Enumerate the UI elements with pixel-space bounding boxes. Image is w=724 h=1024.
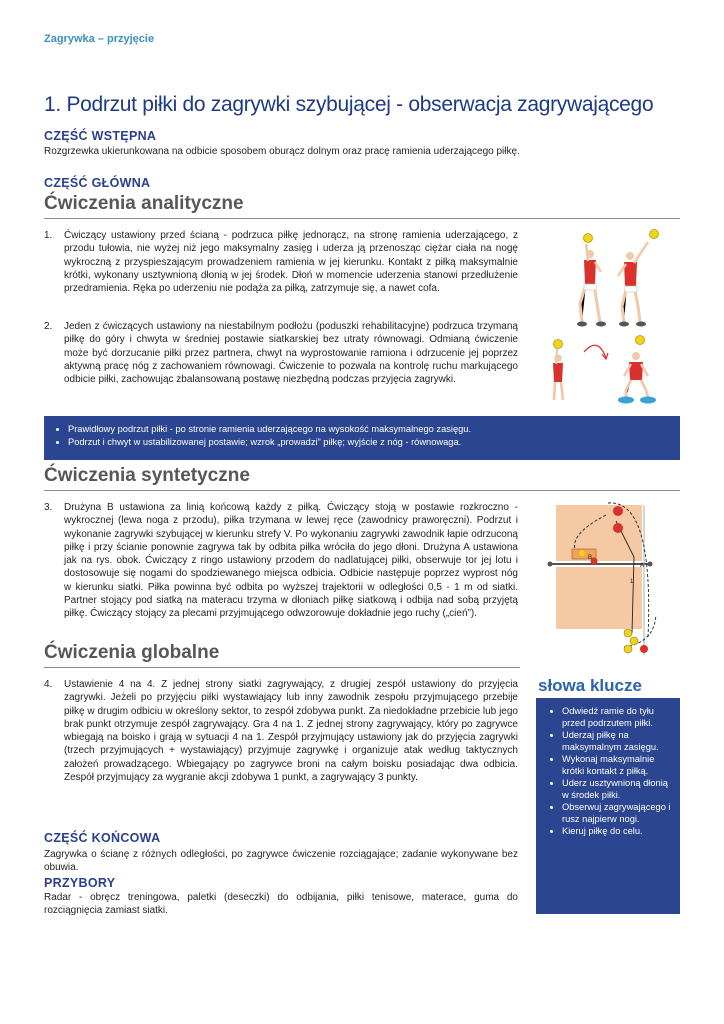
- running-head: Zagrywka – przyjęcie: [44, 33, 155, 45]
- tip-item: • Prawidłowy podrzut piłki - po stronie ramienia uderzającego na wysokość maksymalnego zasięgu.: [68, 423, 680, 436]
- court-half-a: [556, 567, 642, 629]
- equipment-text: Radar - obręcz treningowa, paletki (deseczki) do odbijania, piłki tenisowe, materace, guma do rozciągnięcia zamiast siatki.: [44, 892, 518, 917]
- exercise-number: 1.: [44, 230, 53, 241]
- balance-illustration: [544, 334, 668, 404]
- exercise-number: 2.: [44, 321, 53, 332]
- exercise-text: Jeden z ćwiczących ustawiony na niestabilnym podłożu (poduszki rehabilitacyjne) podrzuca trzymaną piłkę do góry i chwyta w średniej postawie siatkarskiej bez utraty równowagi. Odmianą ćwiczenie może być dorzucanie piłki przez partnera, chwyt na wyprostowanie ramiona i odrzucenie jej poprzez aktywną pracę nóg z zachowaniem równowagi. Ćwiczenie to pozwala na kontrolę ruchu markującego odbicie piłki, zachowując zbalansowaną postawę niezbędną podczas przyjęcia zagrywki.: [64, 321, 518, 386]
- keywords-list: [536, 698, 680, 837]
- player-marker: [613, 523, 623, 533]
- label-a: A: [640, 563, 645, 569]
- serve-illustration: [544, 226, 668, 330]
- player-throw: [577, 234, 606, 327]
- label-1: 1: [630, 579, 634, 585]
- exercise-3: [44, 501, 518, 621]
- exercise-text: Ustawienie 4 na 4. Z jednej strony siatki zagrywający, z drugiej zespół ustawiony do przyjęcia zagrywki. Jeżeli po przyjęciu piłki wystawiający lub inny zawodnik zespołu przyjmującego przebije piłkę w drugim odbiciu w określony sektor, to zespół zdobywa punkt. Za niedokładne przebicie lub jego brak punkt otrzymuje zespół zagrywający. Gra 4 na 1. Z jednej strony zagrywający, który po zagrywce wbiegają na boisko i grają w sytuacji 4 na 1. Zespół przyjmujący ustawiony jak do przyjęcia zagrywki (trzech przyjmujących + wystawiający) przyjmuje zagrywkę i organizuje atak według taktycznych założeń prowadzącego. Wbiegający po zagrywce broni na całym boisku posiadając dwa odbicia. Zespół przyjmujący za wygranie akcji zdobywa 1 punkt, a zagrywający 3 punkty.: [64, 679, 518, 784]
- keyword-item: • Wykonaj maksymalnie krótki kontakt z piłką.: [562, 753, 674, 777]
- exercise-number: 3.: [44, 502, 53, 513]
- section-rule: [44, 218, 680, 219]
- tips-list: [44, 416, 680, 448]
- final-part-heading: CZĘŚĆ KOŃCOWA: [44, 831, 161, 845]
- warmup-heading: CZĘŚĆ WSTĘPNA: [44, 129, 157, 143]
- keywords-box: [536, 698, 680, 914]
- keyword-item: • Uderzaj piłkę na maksymalnym zasięgu.: [562, 729, 674, 753]
- global-exercises-heading: Ćwiczenia globalne: [44, 642, 220, 663]
- analytic-exercises-heading: Ćwiczenia analityczne: [44, 193, 244, 214]
- warmup-text: Rozgrzewka ukierunkowana na odbicie sposobem oburącz dolnym oraz pracę ramienia uderzającego piłkę.: [44, 146, 520, 157]
- exercise-2: [44, 320, 518, 386]
- player-marker: [613, 506, 623, 516]
- section-rule: [44, 667, 520, 668]
- court-half-b: [556, 505, 642, 561]
- keyword-item: • Obserwuj zagrywającego i rusz najpierw nogi.: [562, 801, 674, 825]
- player-hit: [618, 230, 659, 327]
- synthetic-exercises-heading: Ćwiczenia syntetyczne: [44, 465, 250, 486]
- tips-box: [44, 416, 680, 460]
- receiver-marker: [624, 629, 632, 637]
- exercise-4: [44, 678, 518, 784]
- partner-thrower: [553, 340, 563, 401]
- keyword-item: • Uderz usztywnioną dłonią w środek piłki.: [562, 777, 674, 801]
- exercise-number: 4.: [44, 679, 53, 690]
- exercise-text: Drużyna B ustawiona za linią końcową każdy z piłką. Ćwiczący stoją w postawie rozkroczno - wykrocznej (lewa noga z przodu), piłka trzymana w lewej ręce (zawodnicy praworęczni). Podrzut i wykonanie zagrywki szybującej w kierunku strefy V. Po wykonaniu zagrywki zawodnik łapie odrzuconą piłkę i przy ścianie ponownie zagrywa tak by odbita piłka wróciła do jego dłoni. Drużyna A ustawiona jak na rys. obok. Ćwiczący z ringo ustawiony przodem do nadlatującej piłki, obserwuje tor jej lotu i dostosowuje się nogami do spodziewanego miejsca odbicia. Odbicie następuje poprzez wyprost nóg w kierunku siatki. Piłka powinna być odbita po wyższej trajektorii w odległości 0,5 - 1 m od siatki. Partner stojący pod siatką na materacu trzyma w dłoniach piłkę siatkową i odbija nad sobą przyjętą piłkę. Ćwiczący stojący za plecami przyjmującego odwzorowuje dokładnie jego ruchy („cień”).: [64, 502, 518, 620]
- player-on-cushions: [618, 336, 656, 404]
- equipment-heading: PRZYBORY: [44, 876, 116, 890]
- tip-item: • Podrzut i chwyt w ustabilizowanej postawie; wzrok „prowadzi” piłkę; wyjście z nóg - równowaga.: [68, 436, 680, 449]
- keywords-title: słowa klucze: [538, 676, 642, 695]
- court-diagram: [544, 497, 668, 659]
- exercise-1: [44, 229, 518, 295]
- keyword-item: • Odwiedź ramie do tyłu przed podrzutem piłki.: [562, 705, 674, 729]
- label-b: B: [588, 555, 593, 561]
- ball-path: [584, 345, 606, 358]
- section-rule: [44, 490, 680, 491]
- exercise-text: Ćwiczący ustawiony przed ścianą - podrzuca piłkę jednorącz, na stronę ramienia uderzającego, z przodu tułowia, nie wyżej niż jego maksymalny zasięg i uderza ją przenosząc ciężar ciała na nogę wykroczną z przyspieszającym prowadzeniem ramienia w jej kierunku. Kontakt z piłką maksymalnie krótki, wykonany usztywnioną dłonią w jej środek. Dłoń w momencie uderzenia stanowi przedłużenie przedramienia. Ręka po uderzeniu nie podąża za piłką, zatrzymuje się, a nawet cofa.: [64, 230, 518, 295]
- main-part-heading: CZĘŚĆ GŁÓWNA: [44, 176, 151, 190]
- page-title: 1. Podrzut piłki do zagrywki szybującej - obserwacja zagrywającego: [44, 93, 654, 116]
- keyword-item: • Kieruj piłkę do celu.: [562, 825, 674, 837]
- final-part-text: Zagrywka o ścianę z różnych odległości, po zagrywce ćwiczenie rozciągające; zadanie wykonywane bez obuwia.: [44, 849, 518, 874]
